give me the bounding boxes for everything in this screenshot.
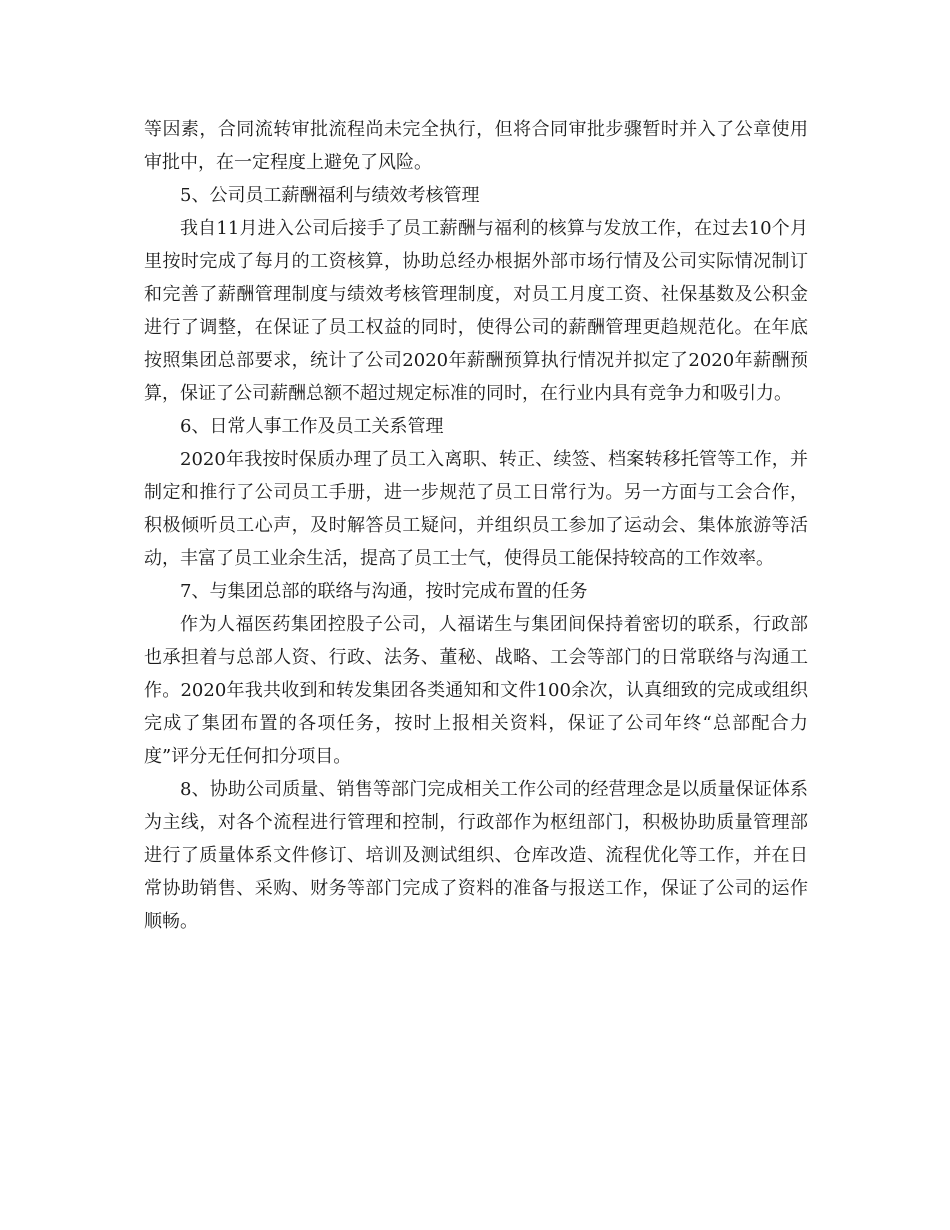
paragraph-group-liaison: 作为人福医药集团控股子公司，人福诺生与集团间保持着密切的联系，行政部也承担着与总部人资、行政、法务、董秘、战略、工会等部门的日常联络与沟通工作。2020年我共收到和转发集团各类通知和文件100余次，认真细致的完成或组织完成了集团布置的各项任务，按时上报相关资料，保证了公司年终“总部配合力度”评分无任何扣分项目。: [144, 614, 808, 767]
paragraph-continuation: 等因素，合同流转审批流程尚未完全执行，但将合同审批步骤暂时并入了公章使用审批中，在一定程度上避免了风险。: [144, 119, 808, 173]
section-heading-7: 7、与集团总部的联络与沟通，按时完成布置的任务: [180, 581, 588, 602]
paragraph-quality-sales: 8、协助公司质量、销售等部门完成相关工作公司的经营理念是以质量保证体系为主线，对各个流程进行管理和控制，行政部作为枢纽部门，积极协助质量管理部进行了质量体系文件修订、培训及测试组织、仓库改造、流程优化等工作，并在日常协助销售、采购、财务等部门完成了资料的准备与报送工作，保证了公司的运作顺畅。: [144, 779, 808, 932]
section-heading-5: 5、公司员工薪酬福利与绩效考核管理: [180, 185, 480, 206]
paragraph-hr-daily: 2020年我按时保质办理了员工入离职、转正、续签、档案转移托管等工作，并制定和推行了公司员工手册，进一步规范了员工日常行为。另一方面与工会合作，积极倾听员工心声，及时解答员工疑问，并组织员工参加了运动会、集体旅游等活动，丰富了员工业余生活，提高了员工士气，使得员工能保持较高的工作效率。: [144, 449, 808, 569]
paragraph-salary: 我自11月进入公司后接手了员工薪酬与福利的核算与发放工作，在过去10个月里按时完成了每月的工资核算，协助总经办根据外部市场行情及公司实际情况制订和完善了薪酬管理制度与绩效考核管理制度，对员工月度工资、社保基数及公积金进行了调整，在保证了员工权益的同时，使得公司的薪酬管理更趋规范化。在年底按照集团总部要求，统计了公司2020年薪酬预算执行情况并拟定了2020年薪酬预算，保证了公司薪酬总额不超过规定标准的同时，在行业内具有竞争力和吸引力。: [144, 218, 808, 404]
document-body: [144, 113, 808, 938]
section-heading-6: 6、日常人事工作及员工关系管理: [180, 416, 444, 437]
